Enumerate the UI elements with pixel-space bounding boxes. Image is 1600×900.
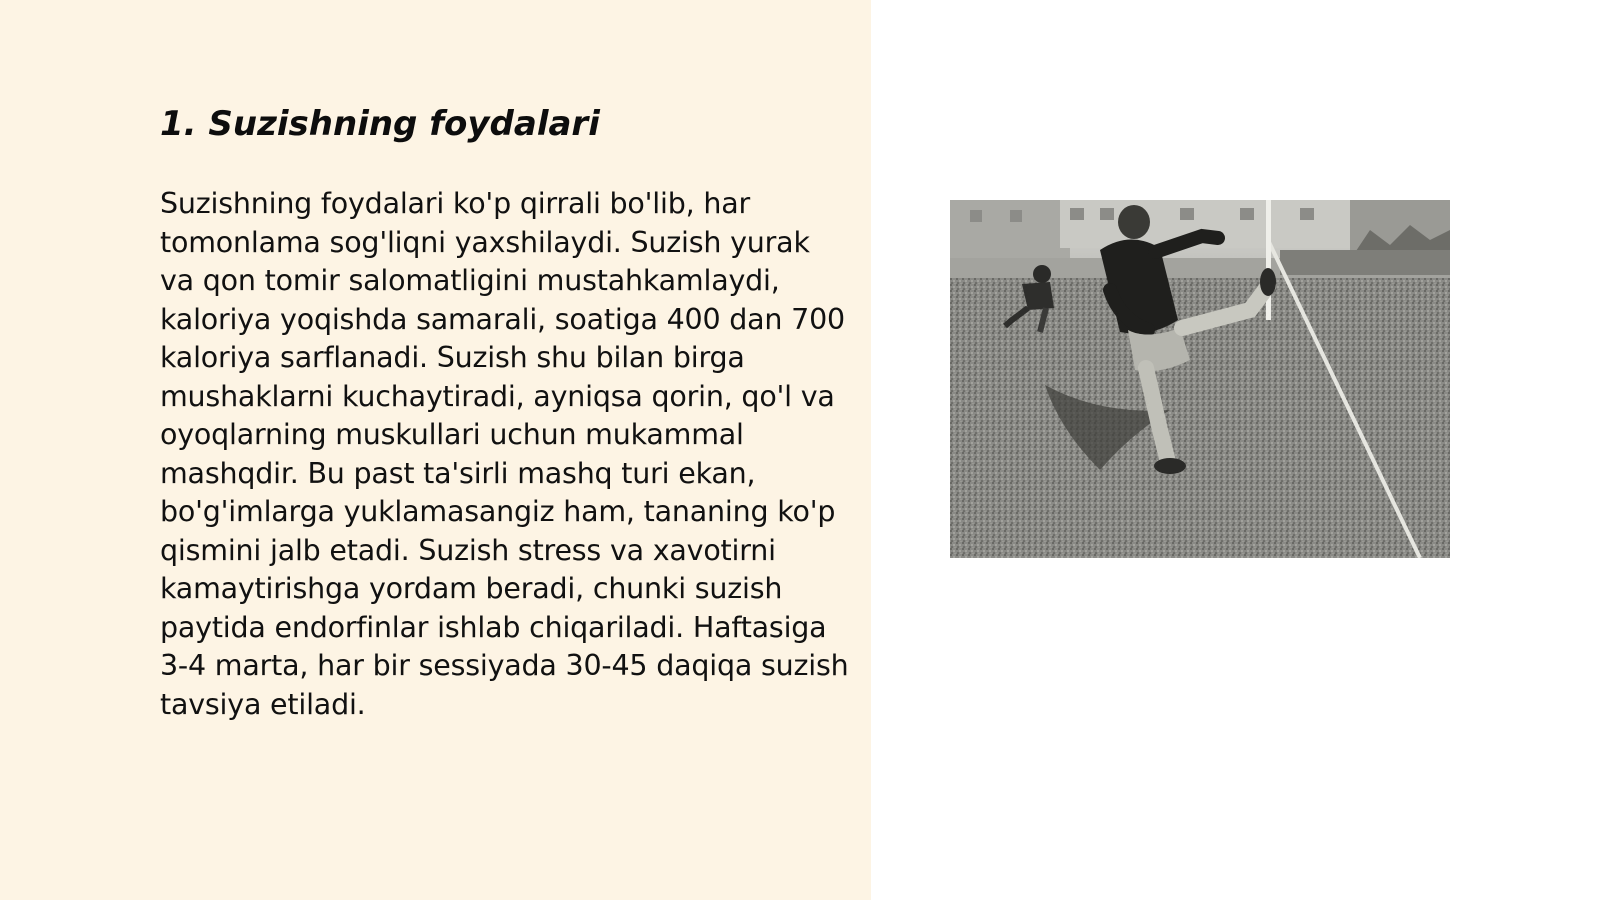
slide-body-text: Suzishning foydalari ko'p qirrali bo'lib, har tomonlama sog'liqni yaxshilaydi. Suzish yurak va qon tomir salomatligini mustahkamlaydi, kaloriya yoqishda samarali, soatiga 400 dan 700 kaloriya sarflanadi. Suzish shu bilan birga mushaklarni kuchaytiradi, ayniqsa qorin, qo'l va oyoqlarning muskullari uchun mukammal mashqdir. Bu past ta'sirli mashq turi ekan, bo'g'imlarga yuklamasangiz ham, tananing ko'p qismini jalb etadi. Suzish stress va xavotirni kamaytirishga yordam beradi, chunki suzish paytida endorfinlar ishlab chiqariladi. Haftasiga 3-4 marta, har bir sessiyada 30-45 daqiqa suzish tavsiya etiladi. (160, 187, 849, 721)
slide-title: 1. Suzishning foydalari (160, 104, 600, 144)
football-kicker-photo (950, 200, 1450, 558)
